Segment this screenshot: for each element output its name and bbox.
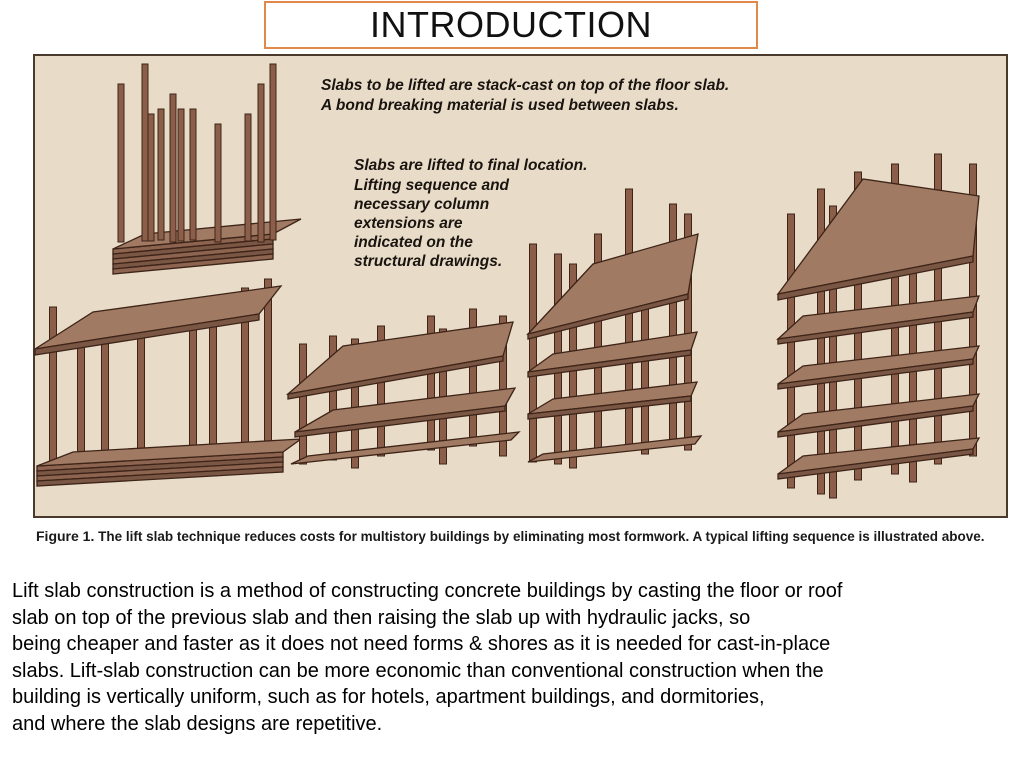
column	[170, 94, 176, 242]
column	[178, 109, 184, 241]
caption-text: The lift slab technique reduces costs for multistory buildings by eliminating most formwork. A typical lifting sequence is illustrated above.	[98, 529, 985, 544]
column	[142, 64, 148, 241]
column	[158, 109, 164, 240]
column	[118, 84, 124, 242]
column	[270, 64, 276, 240]
body-line: and where the slab designs are repetitive.	[12, 712, 383, 735]
lift-slab-diagram	[33, 54, 1008, 518]
column	[50, 307, 57, 472]
figure-caption	[36, 527, 996, 546]
body-line: slab on top of the previous slab and then raising the slab up with hydraulic jacks, so	[12, 606, 751, 629]
column	[148, 114, 154, 241]
note-lift-line-4: extensions are	[354, 215, 463, 232]
column	[788, 214, 795, 488]
note-stack-line-1: Slabs to be lifted are stack-cast on top of the floor slab.	[321, 77, 730, 94]
column	[215, 124, 221, 242]
lift-slab-figure	[33, 54, 1008, 518]
column	[245, 114, 251, 241]
column	[300, 344, 307, 464]
note-lift-line-3: necessary column	[354, 196, 490, 213]
body-paragraph	[12, 578, 1012, 737]
slide-title: INTRODUCTION	[370, 4, 652, 45]
column	[530, 244, 537, 462]
caption-label: Figure 1.	[36, 528, 95, 544]
body-line: Lift slab construction is a method of constructing concrete buildings by casting the floor or roof	[12, 580, 843, 602]
note-lift-line-1: Slabs are lifted to final location.	[354, 157, 588, 174]
note-lift-line-6: structural drawings.	[354, 253, 503, 270]
body-line: being cheaper and faster as it does not need forms & shores as it is needed for cast-in-place	[12, 633, 831, 655]
title-box	[264, 1, 758, 49]
note-lift-line-5: indicated on the	[354, 234, 473, 251]
note-lift-line-2: Lifting sequence and	[354, 177, 510, 194]
body-line: building is vertically uniform, such as for hotels, apartment buildings, and dormitories,	[12, 686, 765, 708]
column	[190, 109, 196, 240]
note-stack-line-2: A bond breaking material is used between slabs.	[321, 97, 679, 114]
body-line: slabs. Lift-slab construction can be more economic than conventional construction when the	[12, 659, 824, 682]
column	[258, 84, 264, 242]
